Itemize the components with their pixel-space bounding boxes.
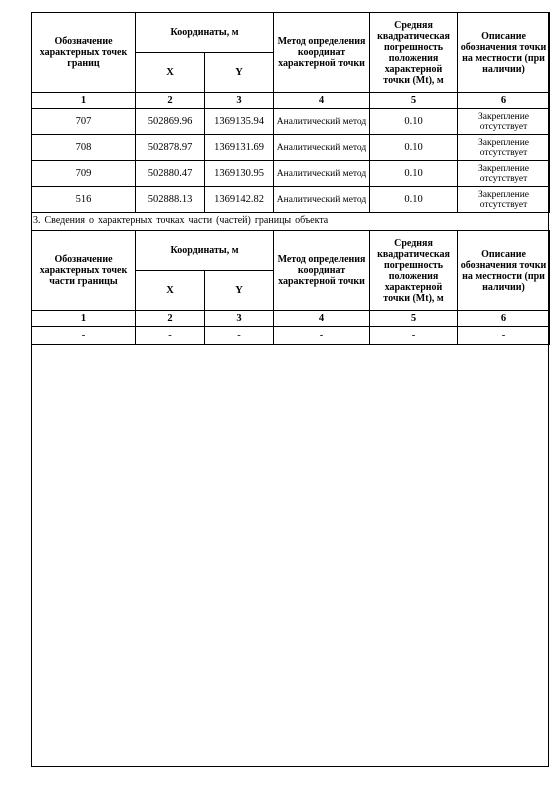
column-numbers-row xyxy=(32,311,550,327)
coord-y: 1369131.69 xyxy=(205,135,274,161)
coord-x: 502888.13 xyxy=(136,187,205,213)
header-method: Метод определения координат характерной точки xyxy=(274,13,370,93)
error: - xyxy=(370,327,458,345)
col-number: 6 xyxy=(458,93,550,109)
col-number: 5 xyxy=(370,93,458,109)
table-row xyxy=(32,327,550,345)
header-x: X xyxy=(136,53,205,93)
point-id: 707 xyxy=(32,109,136,135)
col-number: 1 xyxy=(32,311,136,327)
header-error: Средняя квадратическая погрешность положения характерной точки (Mt), м xyxy=(370,231,458,311)
coord-x: - xyxy=(136,327,205,345)
boundary-points-table xyxy=(31,12,550,213)
description: - xyxy=(458,327,550,345)
coord-y: 1369135.94 xyxy=(205,109,274,135)
coord-x: 502878.97 xyxy=(136,135,205,161)
col-number: 1 xyxy=(32,93,136,109)
col-number: 2 xyxy=(136,93,205,109)
coord-y: 1369142.82 xyxy=(205,187,274,213)
coord-x: 502880.47 xyxy=(136,161,205,187)
coord-y: - xyxy=(205,327,274,345)
description: Закрепление отсутствует xyxy=(458,135,550,161)
header-coordinates: Координаты, м xyxy=(136,231,274,271)
header-description: Описание обозначения точки на местности (при наличии) xyxy=(458,13,550,93)
header-error: Средняя квадратическая погрешность положения характерной точки (Mt), м xyxy=(370,13,458,93)
error: 0.10 xyxy=(370,187,458,213)
method: Аналитический метод xyxy=(274,135,370,161)
header-designation: Обозначение характерных точек границ xyxy=(32,13,136,93)
table-row xyxy=(32,187,550,213)
header-designation: Обозначение характерных точек части границы xyxy=(32,231,136,311)
point-id: - xyxy=(32,327,136,345)
section-3-title: 3. Сведения о характерных точках части (частей) границы объекта xyxy=(33,215,329,226)
error: 0.10 xyxy=(370,135,458,161)
error: 0.10 xyxy=(370,161,458,187)
method: Аналитический метод xyxy=(274,187,370,213)
coord-y: 1369130.95 xyxy=(205,161,274,187)
method: Аналитический метод xyxy=(274,161,370,187)
part-boundary-points-table xyxy=(31,230,550,345)
col-number: 4 xyxy=(274,93,370,109)
header-coordinates: Координаты, м xyxy=(136,13,274,53)
header-method: Метод определения координат характерной точки xyxy=(274,231,370,311)
col-number: 5 xyxy=(370,311,458,327)
method: Аналитический метод xyxy=(274,109,370,135)
table-row xyxy=(32,161,550,187)
header-y: Y xyxy=(205,53,274,93)
col-number: 4 xyxy=(274,311,370,327)
col-number: 2 xyxy=(136,311,205,327)
method: - xyxy=(274,327,370,345)
col-number: 3 xyxy=(205,93,274,109)
col-number: 3 xyxy=(205,311,274,327)
point-id: 516 xyxy=(32,187,136,213)
table-row xyxy=(32,135,550,161)
header-x: X xyxy=(136,271,205,311)
description: Закрепление отсутствует xyxy=(458,161,550,187)
description: Закрепление отсутствует xyxy=(458,109,550,135)
header-y: Y xyxy=(205,271,274,311)
col-number: 6 xyxy=(458,311,550,327)
description: Закрепление отсутствует xyxy=(458,187,550,213)
column-numbers-row xyxy=(32,93,550,109)
error: 0.10 xyxy=(370,109,458,135)
point-id: 708 xyxy=(32,135,136,161)
table-row xyxy=(32,109,550,135)
coord-x: 502869.96 xyxy=(136,109,205,135)
point-id: 709 xyxy=(32,161,136,187)
header-description: Описание обозначения точки на местности (при наличии) xyxy=(458,231,550,311)
